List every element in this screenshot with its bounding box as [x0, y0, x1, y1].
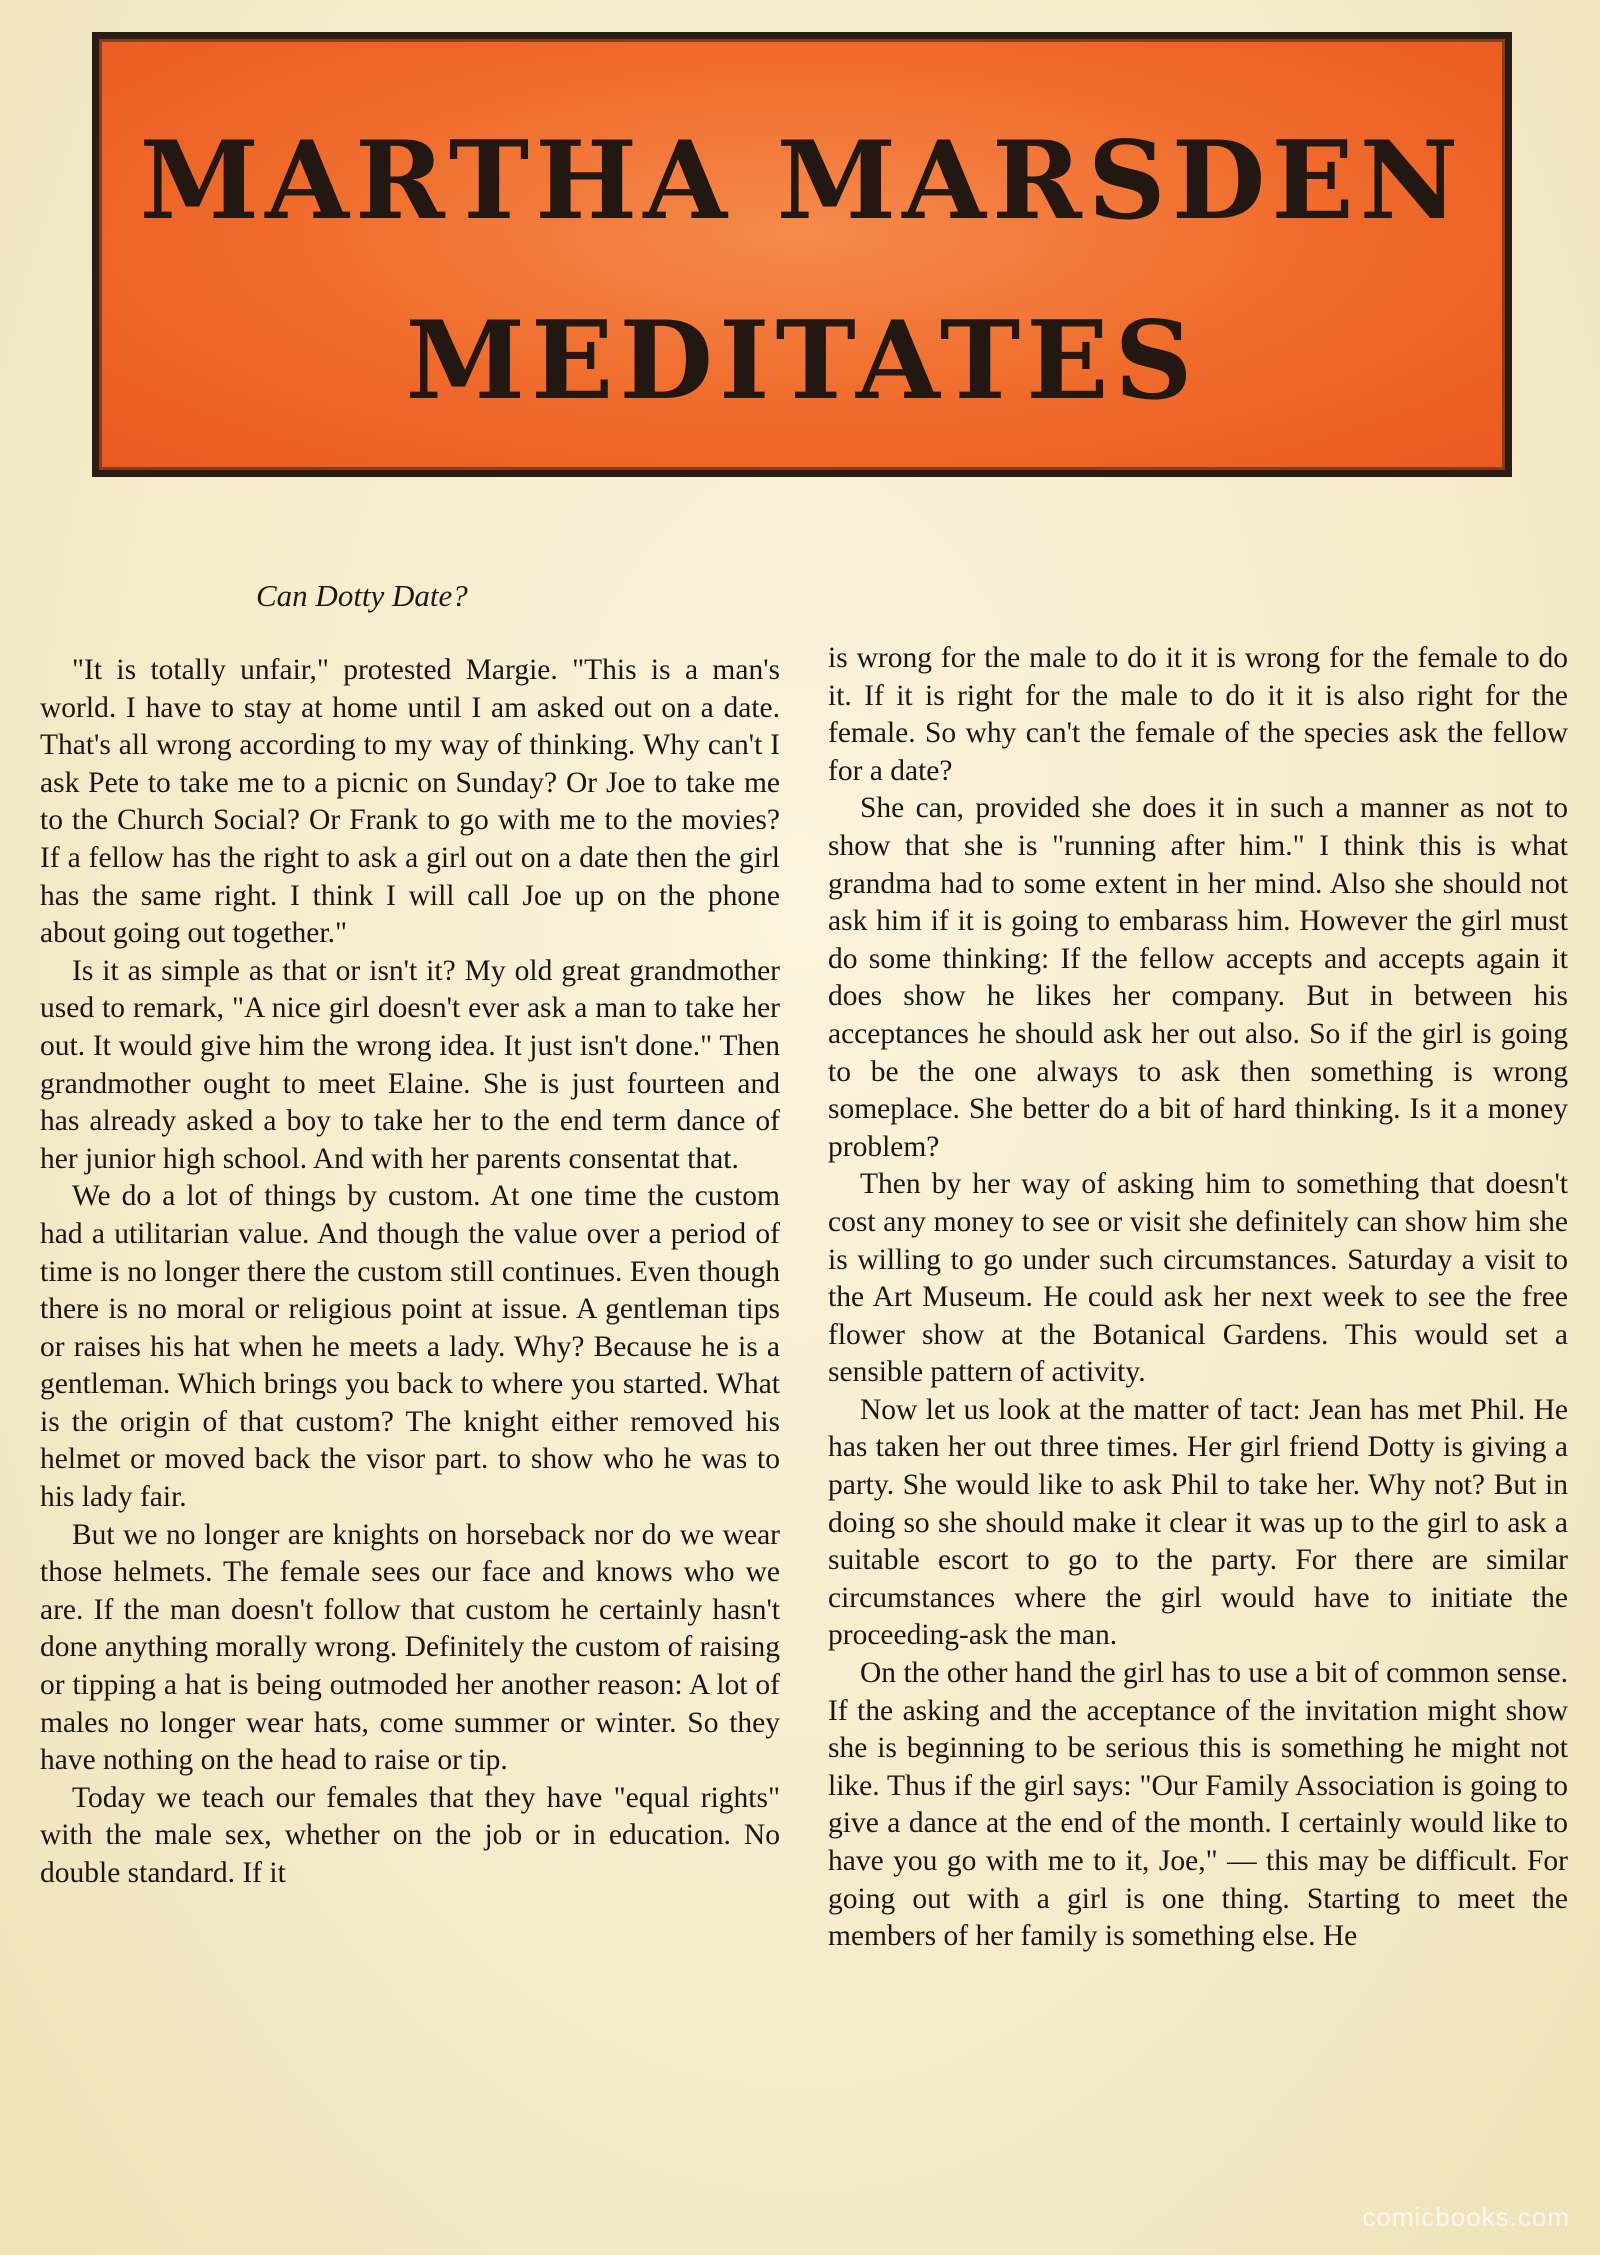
left-column — [40, 652, 780, 1893]
watermark: comicbooks.com — [1362, 2202, 1570, 2232]
paragraph: On the other hand the girl has to use a bit of common sense. If the asking and the acceptance of the invitation might show she is beginning to be serious this is something he might not like. Thus if the girl says: "Our Family Association is going to give a dance at the end of the month. I certainly would like to have you go with me to it, Joe," — this may be difficult. For going out with a girl is one thing. Starting to meet the members of her family is something else. He — [828, 1657, 1568, 1953]
paragraph: Is it as simple as that or isn't it? My old great grandmother used to remark, "A nice girl doesn't ever ask a man to take her out. It would give him the wrong idea. It just isn't done." Then grandmother ought to meet Elaine. She is just fourteen and has already asked a boy to take her to the end term dance of her junior high school. And with her parents consentat that. — [40, 954, 780, 1175]
paragraph: is wrong for the male to do it it is wrong for the female to do it. If it is right for the male to do it it is also right for the female. So why can't the female of the species ask the fellow for a date? — [828, 642, 1568, 787]
paragraph: "It is totally unfair," protested Margie. "This is a man's world. I have to stay at home until I am asked out on a date. That's all wrong according to my way of thinking. Why can't I ask Pete to take me to a picnic on Sunday? Or Joe to take me to the Church Social? Or Frank to go with me to the movies? If a fellow has the right to ask a girl out on a date then the girl has the same right. I think I will call Joe up on the phone about going out together." — [40, 654, 780, 950]
paragraph: Now let us look at the matter of tact: Jean has met Phil. He has taken her out three times. Her girl friend Dotty is giving a party. She would like to ask Phil to take her. Why not? But in doing so she should make it clear it was up to the girl to ask a suitable escort to go to the party. For there are similar circumstances where the girl would have to initiate the proceeding-ask the man. — [828, 1393, 1568, 1652]
title-line-2: MEDITATES — [405, 298, 1199, 424]
paragraph: She can, provided she does it in such a manner as not to show that she is "running after him." I think this is what grandma had to some extent in her mind. Also she should not ask him if it is going to embarass him. However the girl must do some thinking: If the fellow accepts and accepts again it does show he likes her company. But in between his acceptances he should ask her out also. So if the girl is going to be the one always to ask then something is wrong someplace. She better do a bit of hard thinking. Is it a money problem? — [828, 792, 1568, 1163]
right-column — [828, 640, 1568, 1956]
paragraph: We do a lot of things by custom. At one time the custom had a utilitarian value. And though the value over a period of time is no longer there the custom still continues. Even though there is no moral or religious point at issue. A gentleman tips or raises his hat when he meets a lady. Why? Because he is a gentleman. Which brings you back to where you started. What is the origin of that custom? The knight either removed his helmet or moved back the visor part. to show who he was to his lady fair. — [40, 1180, 780, 1514]
title-line-1: MARTHA MARSDEN — [139, 118, 1465, 244]
title-banner — [92, 32, 1512, 477]
paragraph: Today we teach our females that they have "equal rights" with the male sex, whether on the job or in education. No double standard. If it — [40, 1781, 780, 1889]
article-subtitle: Can Dotty Date? — [256, 578, 468, 613]
paragraph: Then by her way of asking him to something that doesn't cost any money to see or visit she definitely can show him she is willing to go under such circumstances. Saturday a visit to the Art Museum. He could ask her next week to see the free flower show at the Botanical Gardens. This would set a sensible pattern of activity. — [828, 1168, 1568, 1389]
paragraph: But we no longer are knights on horseback nor do we wear those helmets. The female sees our face and knows who we are. If the man doesn't follow that custom he certainly hasn't done anything morally wrong. Definitely the custom of raising or tipping a hat is being outmoded her another reason: A lot of males no longer wear hats, come summer or winter. So they have nothing on the head to raise or tip. — [40, 1518, 780, 1777]
